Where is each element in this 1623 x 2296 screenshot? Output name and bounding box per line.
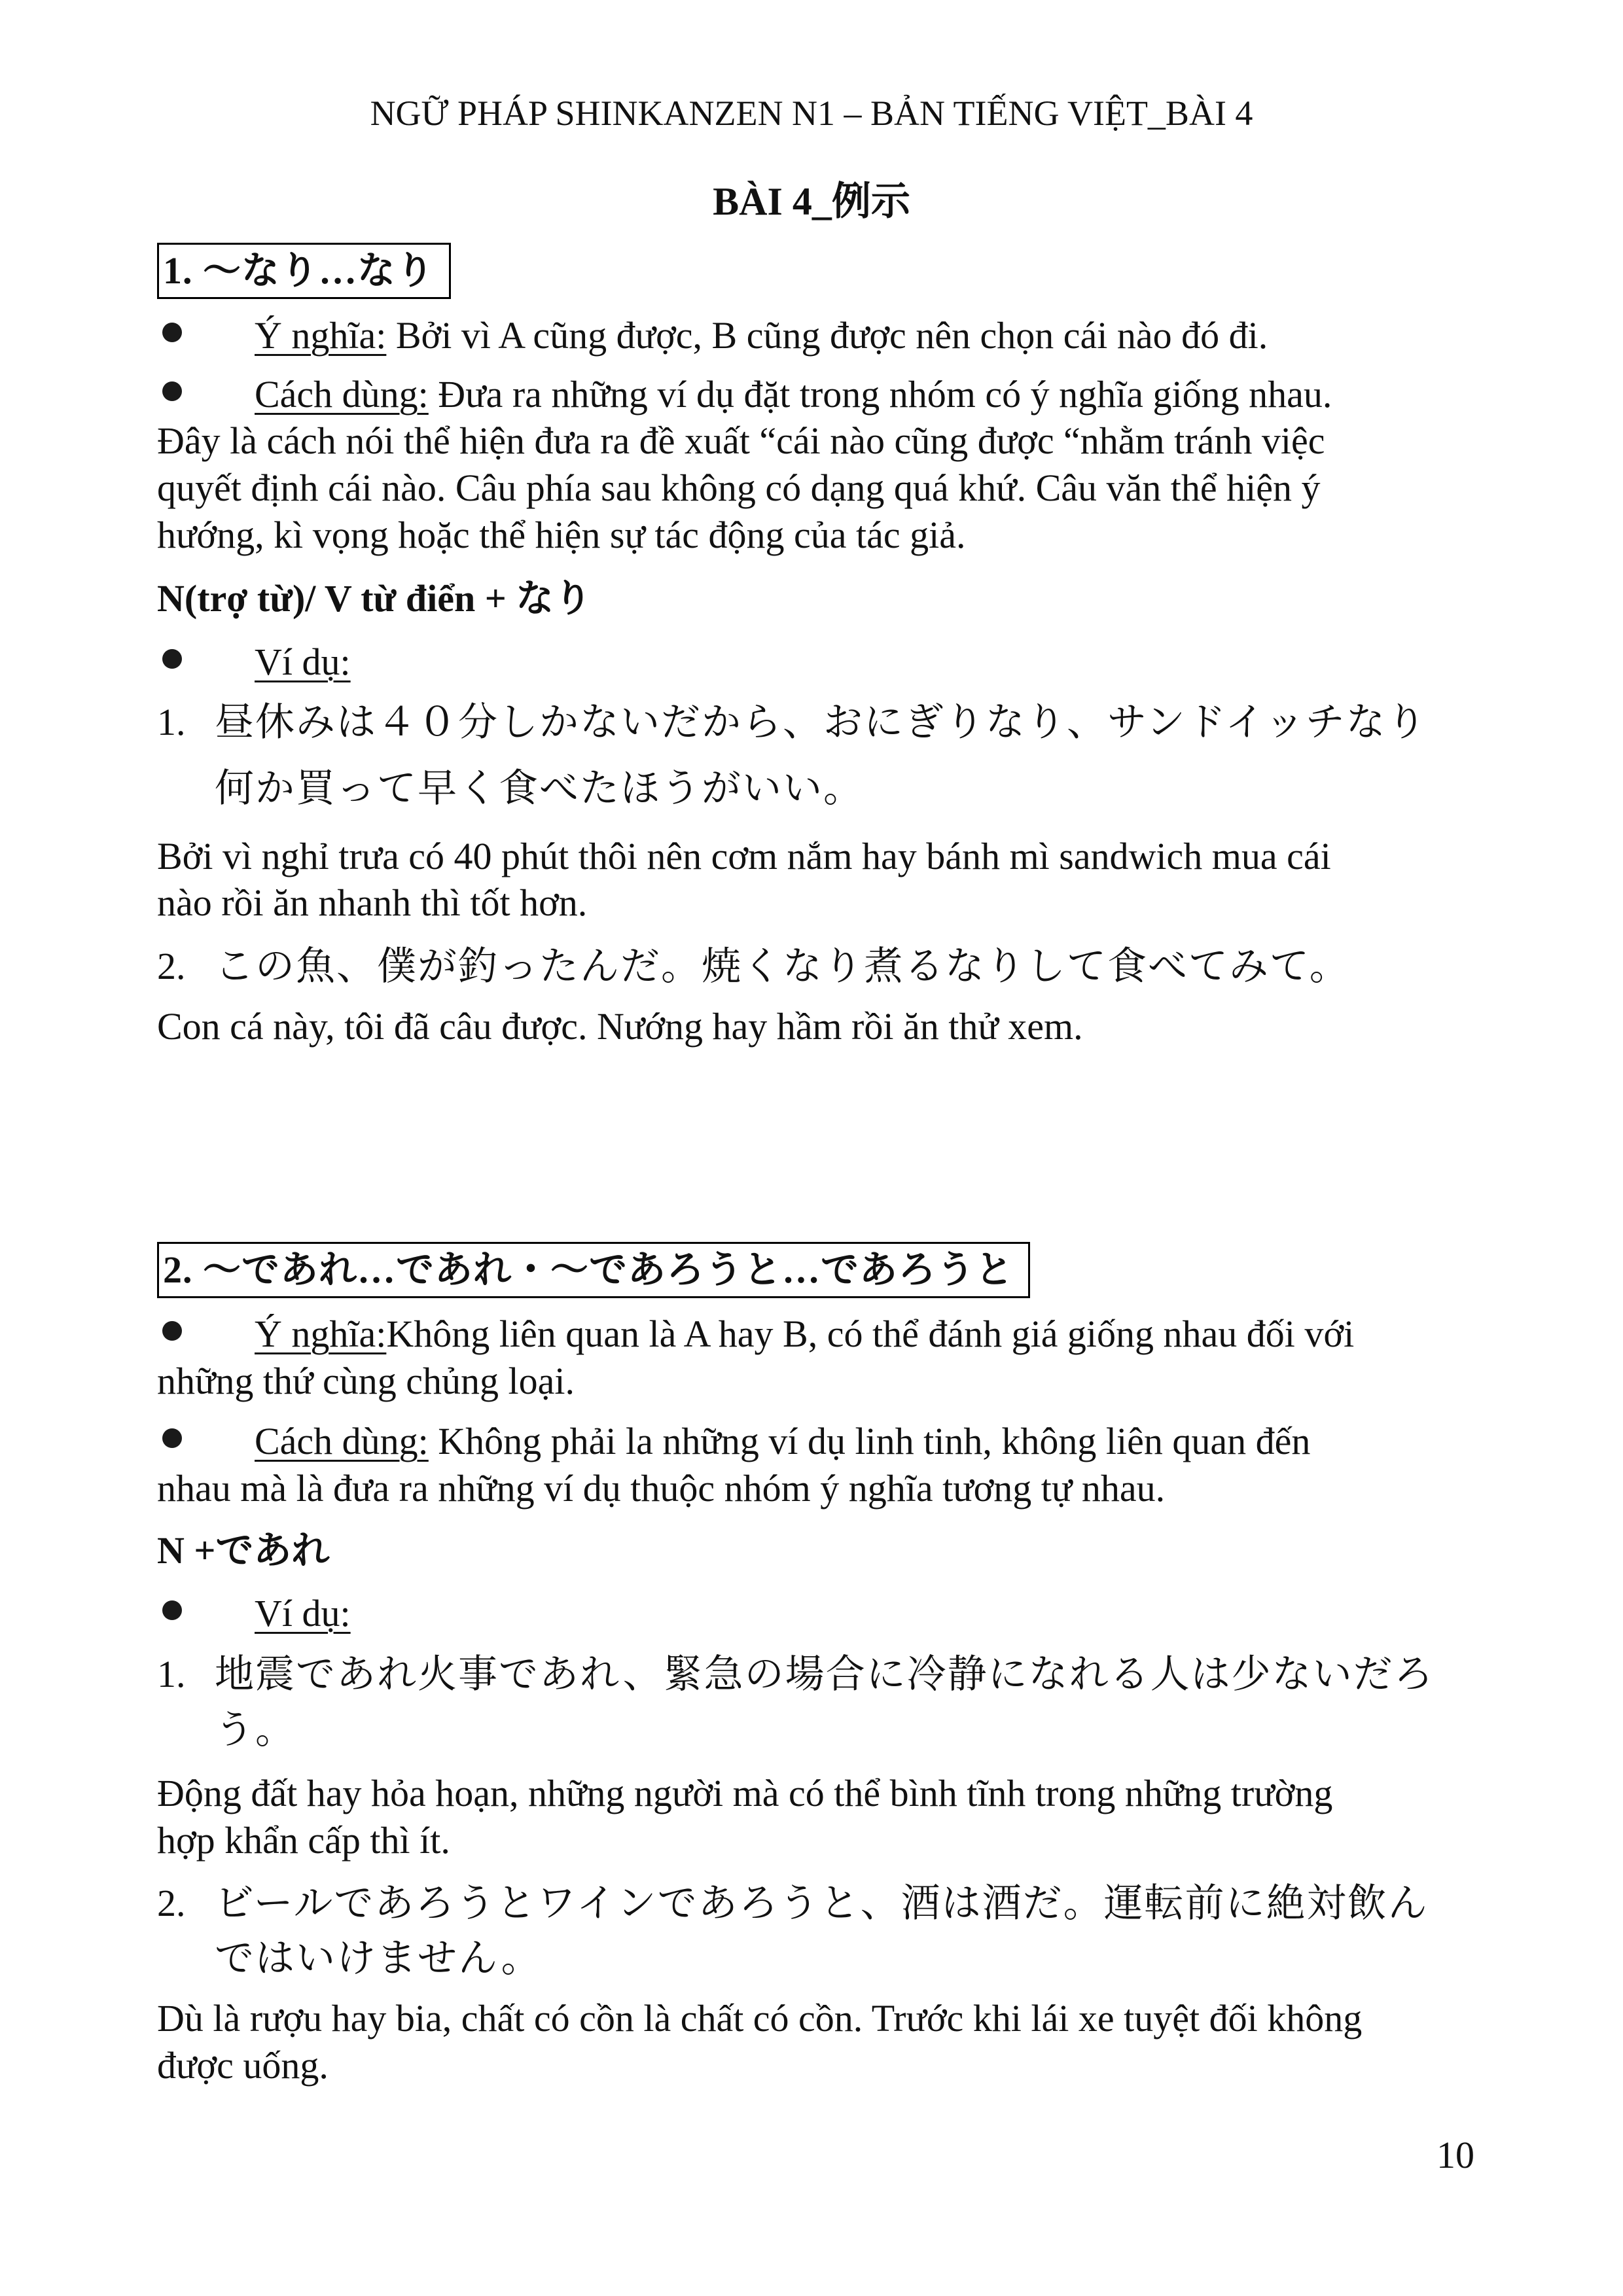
example-jp-line: 地震であれ火事であれ、緊急の場合に冷静になれる人は少ないだろ [215, 1653, 1435, 1696]
section-1-examples-label [255, 639, 351, 686]
usage-text-line: Đây là cách nói thể hiện đưa ra đề xuất “cái nào cũng được “nhằm tránh việc [157, 419, 1325, 462]
example-vi-line: nào rồi ăn nhanh thì tốt hơn. [157, 881, 588, 924]
example-vi-line: Động đất hay hỏa hoạn, những người mà có thể bình tĩnh trong những trường [157, 1772, 1333, 1814]
section-1-usage [255, 371, 1332, 418]
example-jp-line: この魚、僕が釣ったんだ。焼くなり煮るなりして食べてみて。 [215, 945, 1350, 988]
usage-text-line: quyết định cái nào. Câu phía sau không có dạng quá khứ. Câu văn thể hiện ý [157, 467, 1321, 509]
example-jp-line: う。 [215, 1708, 296, 1752]
usage-text: Đưa ra những ví dụ đặt trong nhóm có ý nghĩa giống nhau. [428, 373, 1332, 415]
usage-label: Cách dùng: [255, 373, 429, 415]
example-vi-line: hợp khẩn cấp thì ít. [157, 1819, 450, 1862]
bullet-icon [162, 649, 182, 669]
bullet-icon [162, 381, 182, 401]
examples-label: Ví dụ: [255, 1592, 351, 1634]
meaning-text: Bởi vì A cũng được, B cũng được nên chọn cái nào đó đi. [386, 314, 1268, 357]
running-header: NGỮ PHÁP SHINKANZEN N1 – BẢN TIẾNG VIỆT_BÀI 4 [370, 94, 1253, 133]
example-vi-line: Bởi vì nghỉ trưa có 40 phút thôi nên cơm nắm hay bánh mì sandwich mua cái [157, 835, 1331, 877]
meaning-text: Không liên quan là A hay B, có thể đánh giá giống nhau đối với [386, 1313, 1355, 1355]
lesson-title: BÀI 4_例示 [713, 180, 910, 223]
section-2-heading: 2. 〜であれ…であれ・〜であろうと…であろうと [157, 1242, 1030, 1298]
bullet-icon [162, 1428, 182, 1448]
example-number: 1. [157, 701, 186, 743]
example-number: 2. [157, 1882, 186, 1924]
example-jp-line: ではいけません。 [215, 1937, 542, 1980]
example-jp-line: 何か買って早く食べたほうがいい。 [215, 767, 864, 810]
section-1-formula: N(trợ từ)/ V từ điển + なり [157, 577, 592, 620]
usage-text-line: hướng, kì vọng hoặc thể hiện sự tác động của tác giả. [157, 514, 966, 556]
example-number: 2. [157, 945, 186, 987]
example-number: 1. [157, 1653, 186, 1695]
example-jp-line: 昼休みは４０分しかないだから、おにぎりなり、サンドイッチなり [215, 701, 1427, 744]
example-vi-line: Con cá này, tôi đã câu được. Nướng hay hầm rồi ăn thử xem. [157, 1005, 1083, 1048]
section-2-meaning [255, 1311, 1354, 1358]
examples-label: Ví dụ: [255, 641, 351, 683]
usage-label: Cách dùng: [255, 1420, 429, 1462]
section-1-heading: 1. 〜なり…なり [157, 243, 451, 299]
section-2-examples-label [255, 1590, 351, 1637]
page-number: 10 [1436, 2134, 1474, 2176]
section-2-formula: N +であれ [157, 1529, 330, 1572]
usage-text: Không phải la những ví dụ linh tinh, không liên quan đến [428, 1420, 1311, 1462]
bullet-icon [162, 1600, 182, 1620]
usage-text-line: nhau mà là đưa ra những ví dụ thuộc nhóm ý nghĩa tương tự nhau. [157, 1467, 1166, 1510]
bullet-icon [162, 323, 182, 342]
section-1-meaning [255, 312, 1268, 359]
bullet-icon [162, 1321, 182, 1341]
meaning-label: Ý nghĩa: [255, 314, 387, 357]
section-2-usage [255, 1418, 1310, 1465]
meaning-label: Ý nghĩa: [255, 1313, 387, 1355]
example-vi-line: Dù là rượu hay bia, chất có cồn là chất có cồn. Trước khi lái xe tuyệt đối không [157, 1997, 1363, 2040]
example-vi-line: được uống. [157, 2044, 329, 2087]
example-jp-line: ビールであろうとワインであろうと、酒は酒だ。運転前に絶対飲ん [215, 1882, 1429, 1925]
meaning-text-line: những thứ cùng chủng loại. [157, 1360, 575, 1402]
